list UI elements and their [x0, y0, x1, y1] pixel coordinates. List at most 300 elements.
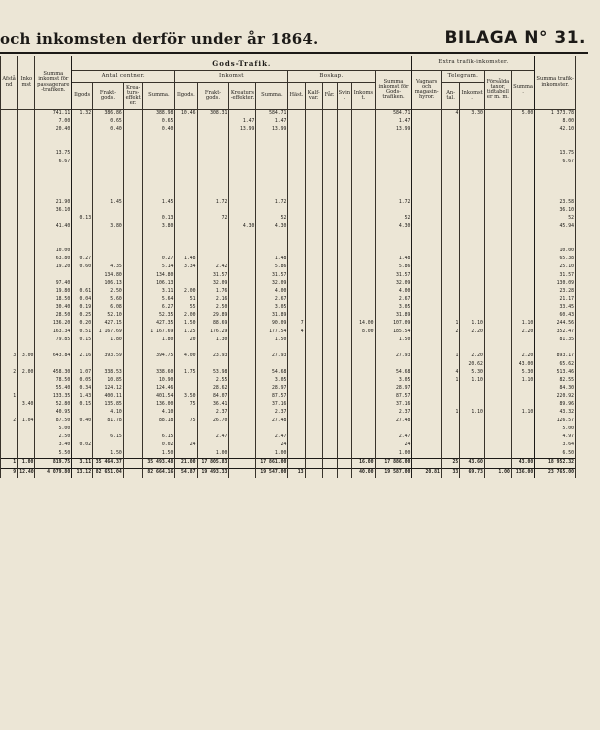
table-cell: 60.43 — [535, 312, 576, 320]
table-cell — [322, 442, 337, 450]
table-cell — [123, 434, 143, 442]
table-row — [1, 280, 576, 288]
table-cell — [511, 426, 534, 434]
table-cell: 124.12 — [93, 385, 124, 393]
table-row — [1, 272, 576, 280]
col-summa-pass: Summa inkomst för passagerare-trafiken. — [35, 56, 72, 110]
table-cell: 584.71 — [375, 110, 412, 119]
table-cell: 4.30 — [229, 223, 256, 231]
table-cell: 584.71 — [256, 110, 288, 119]
table-cell — [305, 240, 322, 248]
table-cell: 0.40 — [143, 126, 175, 134]
table-cell: 1 — [441, 320, 459, 328]
table-cell — [412, 215, 441, 223]
table-cell: 3.34 — [175, 264, 197, 272]
ledger-body — [1, 110, 576, 479]
table-cell — [337, 134, 352, 142]
table-cell — [175, 280, 197, 288]
table-cell: 819.75 — [35, 459, 72, 469]
table-cell — [484, 126, 511, 134]
table-cell: 458.30 — [35, 369, 72, 377]
table-cell — [18, 199, 35, 207]
table-row — [1, 150, 576, 158]
table-cell — [441, 248, 459, 256]
table-cell — [412, 280, 441, 288]
table-cell — [412, 304, 441, 312]
table-cell — [72, 159, 93, 167]
table-cell — [484, 361, 511, 369]
table-cell — [511, 288, 534, 296]
table-cell: 1 — [441, 353, 459, 361]
table-cell — [511, 401, 534, 409]
table-cell: 90.09 — [256, 320, 288, 328]
table-cell: 0.04 — [72, 296, 93, 304]
table-cell — [123, 183, 143, 191]
table-cell: 177.54 — [256, 329, 288, 337]
table-cell — [352, 450, 375, 459]
table-cell — [197, 361, 229, 369]
table-cell — [484, 377, 511, 385]
table-cell — [123, 469, 143, 479]
table-cell: 1.48 — [256, 256, 288, 264]
table-cell — [511, 345, 534, 353]
table-cell — [305, 393, 322, 401]
table-cell — [229, 312, 256, 320]
table-cell — [322, 296, 337, 304]
table-cell — [322, 215, 337, 223]
table-cell — [484, 175, 511, 183]
table-cell: 107.09 — [375, 320, 412, 328]
table-cell — [93, 175, 124, 183]
table-cell: 427.35 — [143, 320, 175, 328]
table-cell: 36.41 — [197, 401, 229, 409]
table-cell: 2 — [441, 329, 459, 337]
table-cell: 19 547.00 — [256, 469, 288, 479]
table-cell — [305, 223, 322, 231]
table-cell — [511, 150, 534, 158]
table-cell — [288, 134, 305, 142]
table-cell — [460, 312, 485, 320]
table-cell: 386.86 — [93, 110, 124, 119]
table-cell: 4 — [441, 110, 459, 119]
table-cell — [197, 426, 229, 434]
table-cell — [93, 191, 124, 199]
page-header — [0, 30, 600, 52]
table-cell: 42.10 — [535, 126, 576, 134]
table-cell — [511, 134, 534, 142]
table-cell — [460, 159, 485, 167]
table-cell — [337, 248, 352, 256]
table-cell: 35 464.37 — [93, 459, 124, 469]
table-cell — [484, 167, 511, 175]
table-cell — [18, 231, 35, 239]
table-row — [1, 240, 576, 248]
table-cell — [305, 183, 322, 191]
table-cell: 4 079.80 — [35, 469, 72, 479]
group-gods-trafik: Gods-Trafik. — [72, 56, 412, 71]
table-cell — [229, 401, 256, 409]
col-kalf: Kalf-var. — [305, 83, 322, 110]
table-cell — [412, 240, 441, 248]
table-cell — [123, 393, 143, 401]
table-cell — [123, 288, 143, 296]
table-cell — [484, 296, 511, 304]
table-cell — [412, 199, 441, 207]
table-cell — [1, 329, 18, 337]
table-cell — [72, 409, 93, 417]
table-cell — [337, 312, 352, 320]
table-cell — [18, 159, 35, 167]
table-cell — [511, 183, 534, 191]
table-cell — [175, 134, 197, 142]
table-cell — [322, 126, 337, 134]
table-cell — [322, 199, 337, 207]
table-cell — [229, 142, 256, 150]
table-cell — [72, 434, 93, 442]
table-cell — [123, 361, 143, 369]
table-cell — [337, 442, 352, 450]
table-cell — [197, 134, 229, 142]
table-cell — [123, 353, 143, 361]
table-cell: 31.89 — [375, 312, 412, 320]
table-cell: 1.80 — [93, 337, 124, 345]
table-cell: 0.02 — [72, 442, 93, 450]
table-cell: 0.15 — [72, 401, 93, 409]
table-cell: 0.02 — [143, 442, 175, 450]
table-cell — [322, 369, 337, 377]
table-cell — [1, 215, 18, 223]
table-cell: 0.20 — [72, 320, 93, 328]
table-cell — [35, 361, 72, 369]
table-cell: 2.16 — [197, 296, 229, 304]
table-cell — [460, 256, 485, 264]
table-cell: 5.14 — [143, 264, 175, 272]
table-cell — [375, 240, 412, 248]
table-cell: 134.80 — [93, 272, 124, 280]
table-cell: 106.13 — [93, 280, 124, 288]
table-cell — [288, 345, 305, 353]
table-cell: 3.05 — [256, 377, 288, 385]
table-cell — [441, 401, 459, 409]
table-cell — [18, 272, 35, 280]
table-cell — [412, 191, 441, 199]
table-cell — [197, 150, 229, 158]
table-cell: 3.05 — [375, 304, 412, 312]
table-cell — [412, 450, 441, 459]
table-row — [1, 418, 576, 426]
table-cell — [72, 450, 93, 459]
table-cell — [441, 393, 459, 401]
table-cell: 24 — [256, 442, 288, 450]
table-cell: 20.81 — [412, 469, 441, 479]
table-cell — [72, 199, 93, 207]
table-cell — [123, 118, 143, 126]
table-cell — [229, 183, 256, 191]
table-cell: 32.09 — [197, 280, 229, 288]
table-cell — [18, 191, 35, 199]
table-cell: 176.29 — [197, 329, 229, 337]
table-cell — [35, 191, 72, 199]
table-cell — [375, 183, 412, 191]
table-cell — [93, 426, 124, 434]
table-cell — [305, 345, 322, 353]
table-cell: 1.76 — [197, 288, 229, 296]
table-cell — [18, 248, 35, 256]
table-cell — [375, 231, 412, 239]
table-cell — [229, 264, 256, 272]
table-cell — [35, 175, 72, 183]
table-cell — [35, 183, 72, 191]
table-cell — [175, 240, 197, 248]
table-cell — [352, 175, 375, 183]
table-cell — [72, 231, 93, 239]
table-cell: 30.40 — [35, 304, 72, 312]
table-cell: 338.53 — [93, 369, 124, 377]
table-cell — [18, 329, 35, 337]
table-cell — [484, 240, 511, 248]
table-cell — [460, 393, 485, 401]
table-cell — [352, 401, 375, 409]
table-cell: 394.75 — [143, 353, 175, 361]
table-cell: 31.57 — [535, 272, 576, 280]
table-cell: 401.54 — [143, 393, 175, 401]
table-cell — [288, 442, 305, 450]
table-cell: 338.60 — [143, 369, 175, 377]
table-cell: 1.50 — [175, 320, 197, 328]
table-cell — [352, 264, 375, 272]
table-cell: 20.62 — [460, 361, 485, 369]
table-cell — [229, 345, 256, 353]
table-cell — [352, 272, 375, 280]
table-cell — [322, 256, 337, 264]
table-cell — [337, 329, 352, 337]
table-cell: 65.38 — [535, 256, 576, 264]
table-cell — [412, 409, 441, 417]
table-cell: 3.11 — [72, 459, 93, 469]
table-cell — [175, 248, 197, 256]
table-cell — [72, 183, 93, 191]
col-far: Får. — [322, 83, 337, 110]
table-cell: 1.00 — [256, 450, 288, 459]
table-cell — [337, 426, 352, 434]
table-cell — [484, 110, 511, 119]
table-cell — [441, 175, 459, 183]
table-cell — [322, 320, 337, 328]
table-cell: 2.50 — [35, 434, 72, 442]
table-row — [1, 450, 576, 459]
table-cell — [412, 337, 441, 345]
table-cell: 2.67 — [256, 296, 288, 304]
table-cell — [256, 231, 288, 239]
table-cell: 27.93 — [375, 353, 412, 361]
table-cell: 19.20 — [35, 264, 72, 272]
table-cell — [1, 264, 18, 272]
table-cell — [484, 329, 511, 337]
table-cell — [412, 312, 441, 320]
table-cell — [93, 345, 124, 353]
table-cell — [175, 377, 197, 385]
table-cell — [288, 393, 305, 401]
table-cell — [484, 450, 511, 459]
table-cell: 1.50 — [143, 450, 175, 459]
table-cell — [352, 442, 375, 450]
table-cell — [1, 401, 18, 409]
table-cell — [256, 134, 288, 142]
table-cell — [460, 183, 485, 191]
table-cell — [305, 150, 322, 158]
table-cell — [460, 280, 485, 288]
table-cell — [35, 345, 72, 353]
table-cell — [197, 126, 229, 134]
table-cell — [535, 142, 576, 150]
table-total-row — [1, 459, 576, 469]
table-cell — [143, 150, 175, 158]
table-cell: 78.50 — [35, 377, 72, 385]
table-cell: 88.69 — [197, 320, 229, 328]
table-cell — [412, 385, 441, 393]
table-cell — [18, 361, 35, 369]
table-cell — [337, 142, 352, 150]
table-cell — [352, 385, 375, 393]
table-cell — [256, 167, 288, 175]
table-cell — [511, 272, 534, 280]
table-cell — [460, 240, 485, 248]
table-cell — [305, 207, 322, 215]
table-cell — [93, 442, 124, 450]
table-cell — [337, 223, 352, 231]
table-cell — [1, 337, 18, 345]
table-cell — [511, 296, 534, 304]
table-cell — [511, 175, 534, 183]
table-cell: 13 — [288, 469, 305, 479]
table-cell — [484, 248, 511, 256]
group-inkomst: Inkomst — [175, 71, 288, 83]
group-extra: Extra trafik-inkomster. — [412, 56, 535, 71]
table-cell: 1.00 — [18, 459, 35, 469]
table-cell — [93, 150, 124, 158]
col-hast: Häst. — [288, 83, 305, 110]
table-cell: 75 — [175, 418, 197, 426]
table-cell: 20.40 — [35, 126, 72, 134]
table-cell: 2.42 — [197, 264, 229, 272]
table-cell — [256, 191, 288, 199]
table-cell — [123, 159, 143, 167]
table-cell — [412, 426, 441, 434]
table-cell — [175, 361, 197, 369]
table-cell — [460, 207, 485, 215]
table-cell: 1.30 — [197, 337, 229, 345]
table-cell — [305, 401, 322, 409]
table-cell — [288, 426, 305, 434]
table-cell — [352, 296, 375, 304]
table-cell: 23.58 — [535, 199, 576, 207]
table-cell — [337, 361, 352, 369]
table-cell — [511, 450, 534, 459]
table-cell: 1.00 — [375, 450, 412, 459]
table-cell: 10.90 — [143, 377, 175, 385]
table-cell — [18, 345, 35, 353]
table-cell: 82.55 — [535, 377, 576, 385]
table-cell — [305, 110, 322, 119]
table-cell — [229, 385, 256, 393]
table-cell — [123, 231, 143, 239]
table-cell: 28.62 — [197, 385, 229, 393]
table-cell: 3 — [1, 353, 18, 361]
table-cell — [460, 304, 485, 312]
table-cell — [1, 288, 18, 296]
table-cell — [460, 223, 485, 231]
table-cell: 14.00 — [352, 320, 375, 328]
table-cell — [18, 434, 35, 442]
table-cell — [35, 134, 72, 142]
table-cell — [484, 142, 511, 150]
table-cell: 54.68 — [256, 369, 288, 377]
table-row — [1, 312, 576, 320]
table-cell — [511, 231, 534, 239]
table-cell — [322, 167, 337, 175]
table-cell — [175, 159, 197, 167]
table-cell: 40.00 — [352, 469, 375, 479]
table-cell: 55.40 — [35, 385, 72, 393]
table-cell — [511, 191, 534, 199]
table-cell — [288, 183, 305, 191]
table-cell — [412, 159, 441, 167]
table-cell — [412, 150, 441, 158]
table-cell — [460, 345, 485, 353]
table-cell — [197, 345, 229, 353]
table-cell — [175, 231, 197, 239]
table-cell — [143, 345, 175, 353]
table-cell — [256, 183, 288, 191]
table-cell — [412, 272, 441, 280]
table-cell: 17 805.83 — [197, 459, 229, 469]
table-cell — [460, 442, 485, 450]
table-cell — [484, 393, 511, 401]
table-cell: 308.31 — [197, 110, 229, 119]
table-cell — [229, 110, 256, 119]
table-cell — [72, 240, 93, 248]
table-cell — [18, 183, 35, 191]
table-cell — [412, 320, 441, 328]
table-cell: 79.85 — [35, 337, 72, 345]
table-cell: 23.28 — [535, 288, 576, 296]
table-cell: 1.75 — [175, 369, 197, 377]
table-cell — [143, 134, 175, 142]
table-cell — [305, 442, 322, 450]
table-cell — [375, 175, 412, 183]
table-cell: 37.16 — [256, 401, 288, 409]
table-cell — [322, 280, 337, 288]
table-cell: 5.30 — [460, 369, 485, 377]
table-cell — [72, 118, 93, 126]
table-cell — [197, 142, 229, 150]
table-cell: 6.08 — [93, 304, 124, 312]
table-cell — [441, 345, 459, 353]
table-cell — [441, 134, 459, 142]
table-cell — [511, 256, 534, 264]
table-cell: 1.48 — [375, 256, 412, 264]
table-cell: 106.13 — [143, 280, 175, 288]
table-cell — [256, 159, 288, 167]
table-cell — [123, 175, 143, 183]
table-cell — [352, 199, 375, 207]
table-cell — [322, 469, 337, 479]
table-cell: 6.67 — [35, 159, 72, 167]
table-cell — [352, 191, 375, 199]
table-cell — [256, 345, 288, 353]
table-cell — [229, 167, 256, 175]
table-cell — [484, 418, 511, 426]
